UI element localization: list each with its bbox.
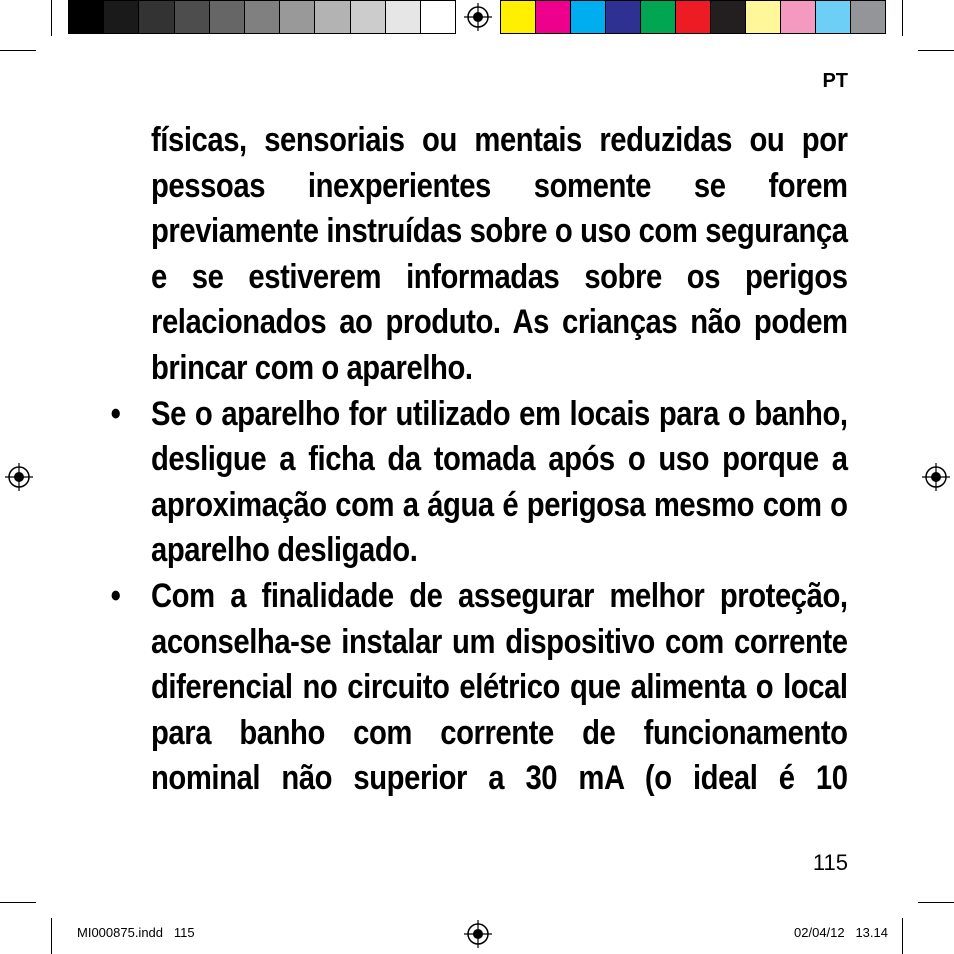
process-color-bar: [500, 0, 886, 34]
crop-mark-top-right-h: [918, 50, 954, 51]
crop-mark-bottom-right-h: [918, 902, 954, 903]
color-swatch-5: [641, 1, 676, 33]
language-code: PT: [822, 70, 848, 92]
registration-mark-left-icon: [5, 463, 33, 491]
gray-swatch-5: [210, 1, 245, 33]
crop-mark-bottom-left-h: [0, 902, 36, 903]
gray-swatch-2: [104, 1, 139, 33]
color-swatch-8: [746, 1, 781, 33]
slug-file-info: MI000875.indd 115: [77, 925, 195, 940]
gray-swatch-10: [386, 1, 421, 33]
gray-swatch-1: [69, 1, 104, 33]
color-swatch-6: [676, 1, 711, 33]
crop-mark-top-right-v: [902, 0, 903, 36]
gray-swatch-8: [315, 1, 350, 33]
gray-swatch-6: [245, 1, 280, 33]
gray-swatch-9: [351, 1, 386, 33]
manual-body-text: [110, 118, 848, 802]
registration-mark-right-icon: [922, 463, 950, 491]
slug-date-time: 02/04/12 13.14: [794, 925, 888, 940]
color-swatch-9: [781, 1, 816, 33]
registration-mark-top-icon: [464, 3, 492, 31]
crop-mark-top-left-v: [51, 0, 52, 36]
bullet-point: •: [110, 576, 121, 615]
color-swatch-11: [851, 1, 885, 33]
gray-swatch-7: [280, 1, 315, 33]
crop-mark-top-left-h: [0, 50, 36, 51]
color-swatch-7: [711, 1, 746, 33]
gray-swatch-11: [421, 1, 455, 33]
bullet-item-residual-current-device: [110, 574, 848, 802]
grayscale-color-bar: [68, 0, 456, 34]
bullet-point: •: [110, 394, 121, 433]
registration-mark-bottom-icon: [464, 920, 492, 948]
color-swatch-4: [606, 1, 641, 33]
color-swatch-3: [571, 1, 606, 33]
gray-swatch-4: [175, 1, 210, 33]
color-swatch-10: [816, 1, 851, 33]
bullet-text: Se o aparelho for utilizado em locais para o banho, desligue a ficha da tomada após o uso porque a aproximação com a água é perigosa mesmo com o aparelho desligado.: [151, 394, 848, 570]
color-swatch-2: [536, 1, 571, 33]
gray-swatch-3: [139, 1, 174, 33]
crop-mark-bottom-right-v: [902, 918, 903, 954]
crop-mark-bottom-left-v: [51, 918, 52, 954]
page-number: 115: [812, 850, 848, 875]
bullet-item-bath-usage: [110, 392, 848, 574]
color-swatch-1: [501, 1, 536, 33]
paragraph-continuation: físicas, sensoriais ou mentais reduzidas ou por pessoas inexperientes somente se forem previamente instruídas sobre o uso com segurança e se estiverem informadas sobre os perigos relacionados ao produto. As crianças não podem brincar com o aparelho.: [151, 121, 848, 387]
bullet-text: Com a finalidade de assegurar melhor proteção, aconselha-se instalar um dispositivo com corrente diferencial no circuito elétrico que alimenta o local para banho com corrente de funcionamento nominal não superior a 30 mA (o ideal é 10: [151, 576, 848, 798]
